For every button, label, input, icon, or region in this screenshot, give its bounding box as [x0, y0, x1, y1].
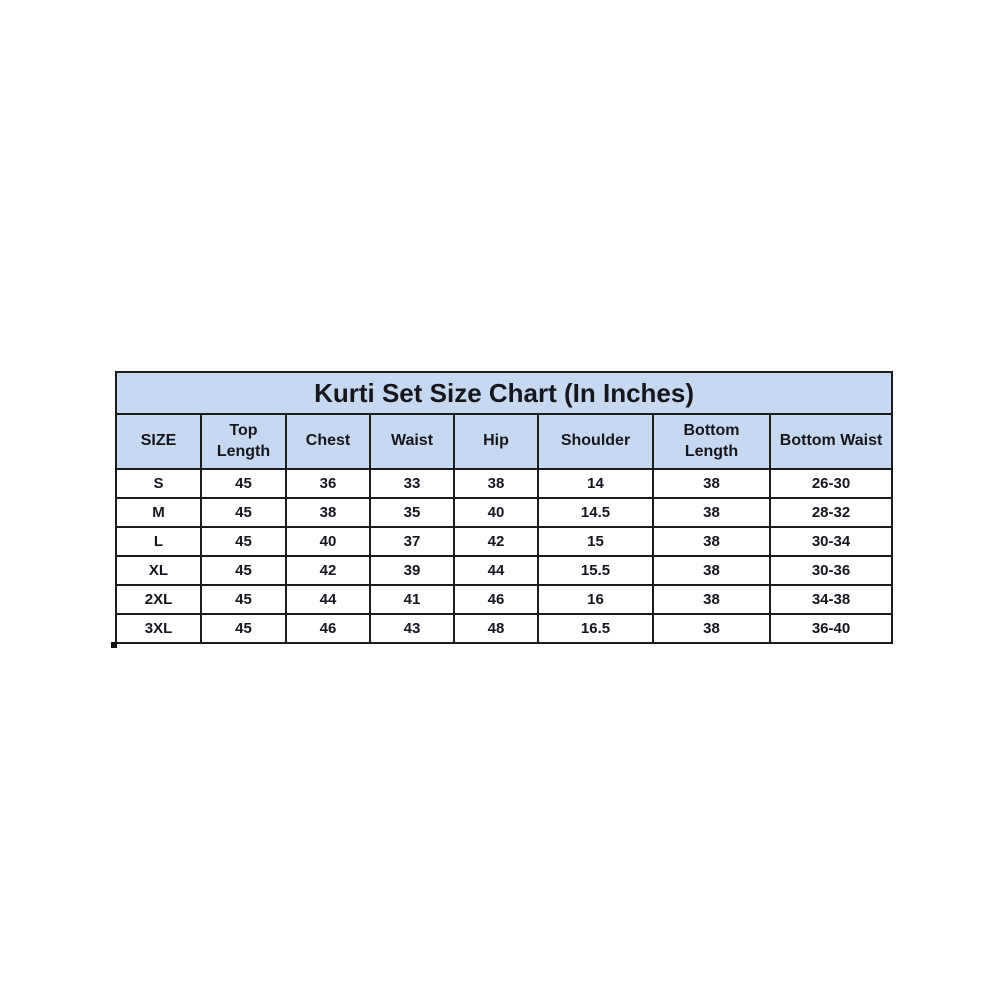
value-cell-hip: 48 — [454, 614, 538, 643]
column-header-top-length: Top Length — [201, 414, 286, 469]
value-cell-hip: 42 — [454, 527, 538, 556]
value-cell-shoulder: 16 — [538, 585, 653, 614]
size-cell: L — [116, 527, 201, 556]
table-row — [116, 527, 892, 556]
value-cell-bottom_length: 38 — [653, 498, 770, 527]
value-cell-hip: 40 — [454, 498, 538, 527]
value-cell-chest: 38 — [286, 498, 370, 527]
value-cell-bottom_length: 38 — [653, 585, 770, 614]
value-cell-bottom_waist: 26-30 — [770, 469, 892, 498]
value-cell-top_length: 45 — [201, 527, 286, 556]
value-cell-waist: 39 — [370, 556, 454, 585]
chart-title: Kurti Set Size Chart (In Inches) — [116, 372, 892, 414]
column-header-chest: Chest — [286, 414, 370, 469]
value-cell-waist: 43 — [370, 614, 454, 643]
value-cell-bottom_waist: 34-38 — [770, 585, 892, 614]
value-cell-shoulder: 15 — [538, 527, 653, 556]
table-row — [116, 614, 892, 643]
value-cell-hip: 44 — [454, 556, 538, 585]
size-cell: XL — [116, 556, 201, 585]
value-cell-bottom_length: 38 — [653, 614, 770, 643]
value-cell-waist: 41 — [370, 585, 454, 614]
value-cell-waist: 33 — [370, 469, 454, 498]
value-cell-chest: 36 — [286, 469, 370, 498]
value-cell-bottom_waist: 30-34 — [770, 527, 892, 556]
value-cell-chest: 44 — [286, 585, 370, 614]
column-header-shoulder: Shoulder — [538, 414, 653, 469]
value-cell-shoulder: 16.5 — [538, 614, 653, 643]
table-row — [116, 585, 892, 614]
size-cell: 3XL — [116, 614, 201, 643]
value-cell-waist: 35 — [370, 498, 454, 527]
value-cell-bottom_waist: 36-40 — [770, 614, 892, 643]
value-cell-top_length: 45 — [201, 469, 286, 498]
column-header-bottom-length: Bottom Length — [653, 414, 770, 469]
value-cell-shoulder: 14 — [538, 469, 653, 498]
value-cell-top_length: 45 — [201, 498, 286, 527]
value-cell-top_length: 45 — [201, 556, 286, 585]
value-cell-hip: 46 — [454, 585, 538, 614]
size-chart-table — [115, 371, 893, 644]
table-corner-anchor-mark — [111, 642, 117, 648]
size-table-body — [116, 469, 892, 643]
title-row — [116, 372, 892, 414]
column-header-size: SIZE — [116, 414, 201, 469]
size-cell: S — [116, 469, 201, 498]
table-row — [116, 469, 892, 498]
column-header-waist: Waist — [370, 414, 454, 469]
value-cell-chest: 40 — [286, 527, 370, 556]
value-cell-top_length: 45 — [201, 614, 286, 643]
value-cell-chest: 42 — [286, 556, 370, 585]
value-cell-chest: 46 — [286, 614, 370, 643]
column-header-hip: Hip — [454, 414, 538, 469]
table-row — [116, 556, 892, 585]
size-cell: M — [116, 498, 201, 527]
size-chart-container — [115, 371, 891, 644]
value-cell-bottom_length: 38 — [653, 469, 770, 498]
header-row — [116, 414, 892, 469]
value-cell-hip: 38 — [454, 469, 538, 498]
value-cell-bottom_waist: 30-36 — [770, 556, 892, 585]
value-cell-bottom_length: 38 — [653, 527, 770, 556]
size-cell: 2XL — [116, 585, 201, 614]
value-cell-bottom_length: 38 — [653, 556, 770, 585]
table-row — [116, 498, 892, 527]
value-cell-shoulder: 15.5 — [538, 556, 653, 585]
value-cell-bottom_waist: 28-32 — [770, 498, 892, 527]
value-cell-waist: 37 — [370, 527, 454, 556]
value-cell-shoulder: 14.5 — [538, 498, 653, 527]
value-cell-top_length: 45 — [201, 585, 286, 614]
column-header-bottom-waist: Bottom Waist — [770, 414, 892, 469]
